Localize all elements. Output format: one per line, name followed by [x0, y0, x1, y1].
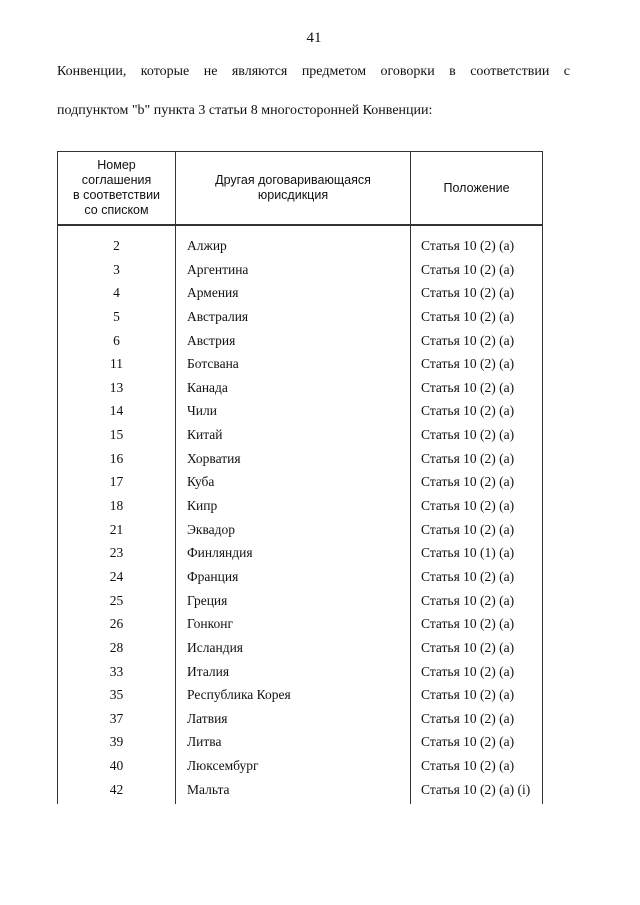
- agreement-number-cell: 14: [109, 403, 124, 419]
- jurisdiction-cell: Люксембург: [187, 758, 259, 774]
- table-row: [58, 498, 542, 522]
- provision-cell: Статья 10 (2) (а): [421, 261, 515, 277]
- agreement-number-cell: 21: [109, 521, 124, 537]
- agreement-number-cell: 25: [109, 592, 124, 608]
- page-number: 41: [306, 30, 322, 46]
- header-line: со списком: [84, 203, 149, 217]
- jurisdiction-cell: Австралия: [187, 308, 249, 324]
- table-row: [58, 640, 542, 664]
- provision-cell: Статья 10 (2) (а): [421, 450, 515, 466]
- provision-cell: Статья 10 (2) (а): [421, 332, 515, 348]
- provision-cell: Статья 10 (2) (а) (i): [421, 781, 531, 797]
- jurisdiction-cell: Ботсвана: [187, 356, 239, 372]
- agreement-number-cell: 35: [109, 687, 124, 703]
- table-row: [58, 262, 542, 286]
- header-divider: [58, 224, 542, 226]
- agreement-number-cell: 24: [109, 568, 124, 584]
- provision-cell: Статья 10 (2) (а): [421, 568, 515, 584]
- intro-line-2: подпунктом "b" пункта 3 статьи 8 многосторонней Конвенции:: [57, 103, 433, 118]
- header-jurisdiction: [176, 152, 410, 224]
- jurisdiction-cell: Аргентина: [187, 261, 249, 277]
- jurisdiction-cell: Эквадор: [187, 521, 236, 537]
- intro-line-1: Конвенции, которые не являются предметом оговорки в соответствии с: [57, 64, 570, 79]
- table-row: [58, 711, 542, 735]
- table-row: [58, 593, 542, 617]
- jurisdiction-cell: Гонконг: [187, 616, 233, 632]
- jurisdiction-cell: Чили: [187, 403, 217, 419]
- jurisdiction-cell: Италия: [187, 663, 230, 679]
- agreement-number-cell: 16: [109, 450, 124, 466]
- agreement-number-cell: 3: [113, 261, 120, 277]
- provision-cell: Статья 10 (2) (а): [421, 238, 515, 253]
- table-row: [58, 569, 542, 593]
- jurisdiction-cell: Армения: [187, 285, 239, 301]
- provision-cell: Статья 10 (1) (а): [421, 545, 515, 561]
- jurisdiction-cell: Куба: [187, 474, 215, 490]
- table-row: [58, 333, 542, 357]
- table-row: [58, 522, 542, 546]
- table-row: [58, 309, 542, 333]
- header-provision: [411, 152, 542, 224]
- agreement-number-cell: 17: [109, 474, 124, 490]
- jurisdiction-cell: Хорватия: [187, 450, 241, 466]
- provision-cell: Статья 10 (2) (а): [421, 498, 515, 514]
- agreement-number-cell: 23: [109, 545, 124, 561]
- jurisdiction-cell: Австрия: [187, 332, 236, 348]
- table-row: [58, 687, 542, 711]
- agreement-number-cell: 42: [109, 781, 124, 797]
- header-line: в соответствии: [72, 188, 161, 202]
- agreement-number-cell: 39: [109, 734, 124, 750]
- jurisdiction-cell: Греция: [187, 592, 228, 608]
- header-line: юрисдикция: [257, 188, 329, 202]
- provision-cell: Статья 10 (2) (а): [421, 639, 515, 655]
- provision-cell: Статья 10 (2) (а): [421, 379, 515, 395]
- table-row: [58, 451, 542, 475]
- agreement-number-cell: 6: [113, 332, 120, 348]
- provision-cell: Статья 10 (2) (а): [421, 474, 515, 490]
- table-row: [58, 238, 542, 262]
- jurisdiction-cell: Мальта: [187, 781, 230, 797]
- table-row: [58, 380, 542, 404]
- table-body: [58, 238, 542, 805]
- header-line: Другая договаривающаяся: [215, 173, 371, 187]
- table-row: [58, 782, 542, 806]
- provision-cell: Статья 10 (2) (а): [421, 710, 515, 726]
- agreement-number-cell: 28: [109, 639, 124, 655]
- jurisdiction-cell: Латвия: [187, 710, 228, 726]
- provision-cell: Статья 10 (2) (а): [421, 758, 515, 774]
- agreement-number-cell: 15: [109, 427, 124, 443]
- jurisdiction-cell: Финляндия: [187, 545, 253, 561]
- header-line: соглашения: [81, 173, 152, 187]
- provision-cell: Статья 10 (2) (а): [421, 592, 515, 608]
- table-row: [58, 403, 542, 427]
- jurisdiction-cell: Республика Корея: [187, 687, 291, 703]
- agreement-number-cell: 40: [109, 758, 124, 774]
- table-row: [58, 545, 542, 569]
- table-row: [58, 285, 542, 309]
- header-agreement-number: [58, 152, 175, 224]
- agreement-number-cell: 33: [109, 663, 124, 679]
- jurisdiction-cell: Кипр: [187, 498, 218, 514]
- jurisdiction-cell: Литва: [187, 734, 222, 750]
- agreement-number-cell: 11: [110, 356, 123, 372]
- jurisdiction-cell: Китай: [187, 427, 223, 443]
- provision-cell: Статья 10 (2) (а): [421, 616, 515, 632]
- header-line: Номер: [97, 158, 136, 172]
- agreement-number-cell: 4: [113, 285, 120, 301]
- provision-cell: Статья 10 (2) (а): [421, 734, 515, 750]
- provision-cell: Статья 10 (2) (а): [421, 356, 515, 372]
- agreement-number-cell: 26: [109, 616, 124, 632]
- provision-cell: Статья 10 (2) (а): [421, 663, 515, 679]
- table-row: [58, 758, 542, 782]
- agreement-number-cell: 13: [109, 379, 124, 395]
- agreement-number-cell: 5: [113, 308, 120, 324]
- header-line: Положение: [443, 180, 510, 195]
- agreement-number-cell: 18: [109, 498, 124, 514]
- table-row: [58, 664, 542, 688]
- table-row: [58, 734, 542, 758]
- agreement-number-cell: 37: [109, 710, 124, 726]
- provision-cell: Статья 10 (2) (а): [421, 687, 515, 703]
- agreement-number-cell: 2: [113, 238, 120, 253]
- table-row: [58, 427, 542, 451]
- table-row: [58, 616, 542, 640]
- jurisdiction-cell: Канада: [187, 379, 228, 395]
- jurisdiction-cell: Исландия: [187, 639, 243, 655]
- table-row: [58, 474, 542, 498]
- jurisdiction-cell: Алжир: [187, 238, 227, 253]
- provision-cell: Статья 10 (2) (а): [421, 308, 515, 324]
- conventions-table: [57, 151, 543, 804]
- jurisdiction-cell: Франция: [187, 568, 239, 584]
- provision-cell: Статья 10 (2) (а): [421, 285, 515, 301]
- provision-cell: Статья 10 (2) (а): [421, 427, 515, 443]
- provision-cell: Статья 10 (2) (а): [421, 403, 515, 419]
- table-row: [58, 356, 542, 380]
- provision-cell: Статья 10 (2) (а): [421, 521, 515, 537]
